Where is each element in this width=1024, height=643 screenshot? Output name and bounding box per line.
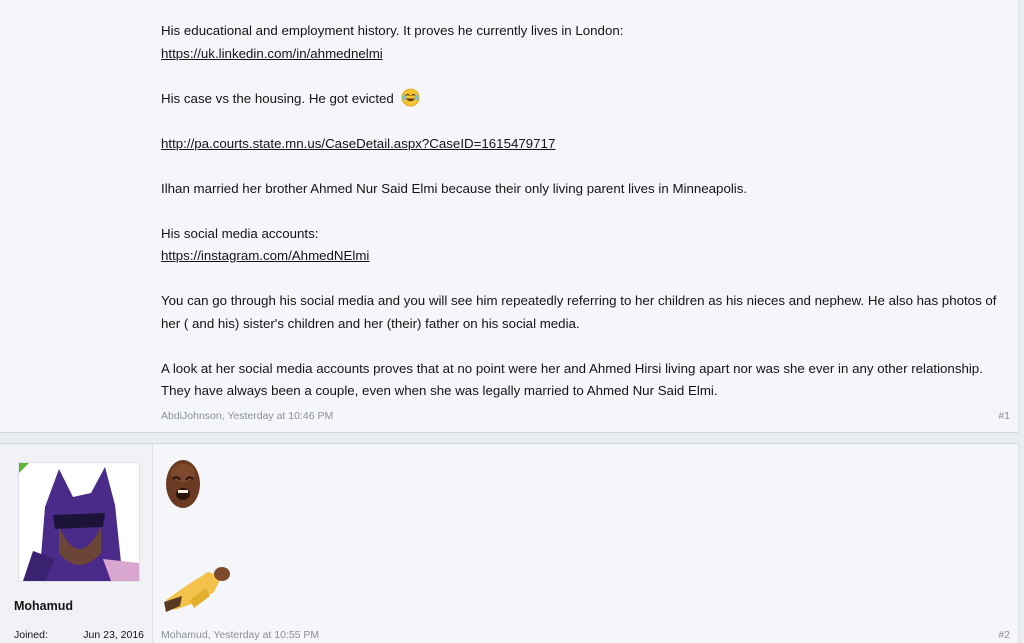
paragraph-text: His social media accounts: xyxy=(161,225,319,241)
post-meta-author-date[interactable]: AbdiJohnson, Yesterday at 10:46 PM xyxy=(161,410,334,422)
paragraph-text: His case vs the housing. He got evicted xyxy=(161,90,394,106)
paragraph xyxy=(161,223,1011,268)
post-number-link[interactable]: #1 xyxy=(998,410,1010,422)
laughing-crying-emoji-icon xyxy=(401,88,420,107)
post-2 xyxy=(0,443,1019,643)
paragraph-text: A look at her social media accounts proves that at no point were her and Ahmed Hirsi living apart nor was she ever in any other relationship. They have always been a couple, even when she was legally married to Ahmed Nur Said Elmi. xyxy=(161,360,983,398)
avatar-image xyxy=(19,463,139,581)
paragraph xyxy=(161,20,1011,65)
online-indicator xyxy=(19,463,29,473)
instagram-link[interactable]: https://instagram.com/AhmedNElmi xyxy=(161,248,370,263)
lying-man-sticker-icon xyxy=(162,560,230,616)
paragraph xyxy=(161,133,1011,156)
username[interactable]: Mohamud xyxy=(14,599,74,613)
post-meta-author-date[interactable]: Mohamud, Yesterday at 10:55 PM xyxy=(161,629,320,641)
paragraph xyxy=(161,290,1011,335)
user-info-panel xyxy=(0,444,153,643)
court-case-link[interactable]: http://pa.courts.state.mn.us/CaseDetail.aspx?CaseID=1615479717 xyxy=(161,135,556,151)
avatar[interactable] xyxy=(18,462,140,582)
paragraph xyxy=(161,178,1011,201)
paragraph-text: His educational and employment history. It proves he currently lives in London: xyxy=(161,23,624,38)
joined-date: Jun 23, 2016 xyxy=(83,629,144,641)
paragraph-text: You can go through his social media and you will see him repeatedly referring to her children as his nieces and nephew. He also has photos of her ( and his) sister's children and her (their) father on his social media. xyxy=(161,293,997,331)
post-1-body xyxy=(161,20,1011,425)
joined-label: Joined: xyxy=(14,629,48,641)
crying-face-sticker-icon xyxy=(163,457,203,511)
paragraph xyxy=(161,88,1011,111)
paragraph xyxy=(161,358,1011,403)
joined-info xyxy=(14,629,144,641)
post-number-link[interactable]: #2 xyxy=(998,629,1010,641)
paragraph-text: Ilhan married her brother Ahmed Nur Said Elmi because their only living parent lives in Minneapolis. xyxy=(161,180,748,196)
linkedin-link[interactable]: https://uk.linkedin.com/in/ahmednelmi xyxy=(161,45,383,61)
